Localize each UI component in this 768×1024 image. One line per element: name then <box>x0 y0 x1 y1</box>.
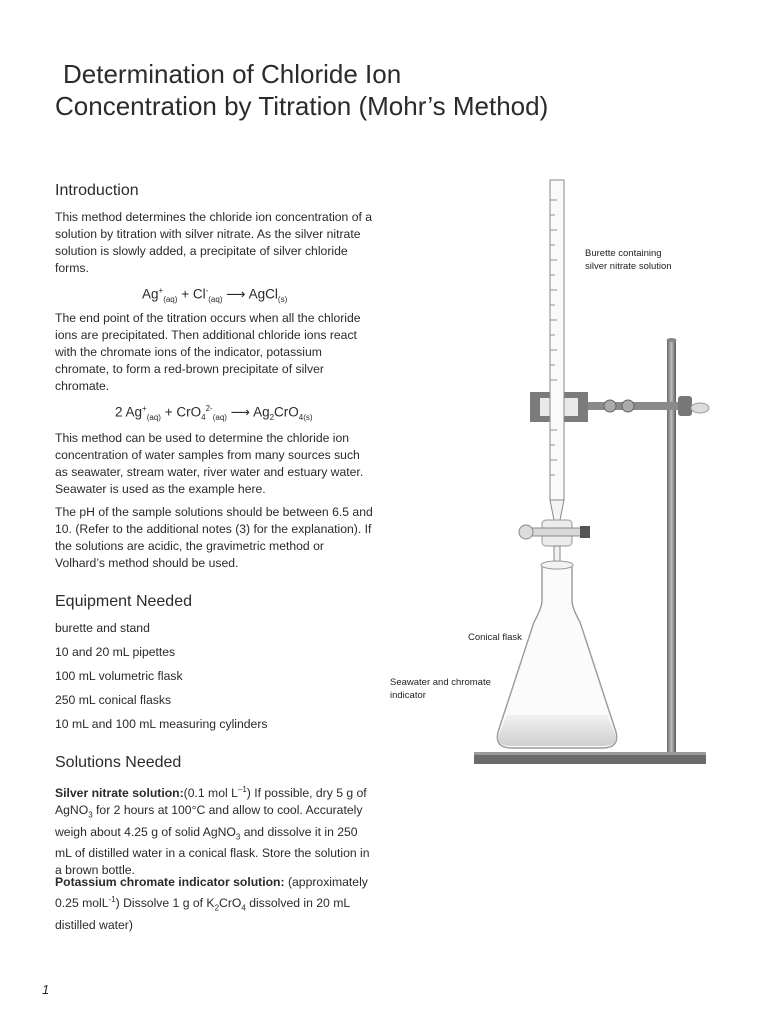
burette-label: Burette containing silver nitrate solution <box>585 248 672 272</box>
burette-tube <box>550 180 564 500</box>
equation-silver-chloride: $Ag^+_{(aq)} + Cl^-_{(aq)}$ ⟶ AgCl$_{(s)}$ <box>142 286 288 305</box>
intro-paragraph-4: The pH of the sample solutions should be between 6.5 and 10. (Refer to the additional notes (3) for the explanation). If the solutions are acidic, the gravimetric method or Volhard’s method should be used. <box>55 505 373 570</box>
list-item: burette and stand <box>55 621 150 635</box>
conical-flask-label: Conical flask <box>468 632 522 643</box>
flask-liquid <box>498 715 616 746</box>
list-item: 100 mL volumetric flask <box>55 669 183 683</box>
equation-silver-chromate: 2 $Ag^+_{(aq)} + CrO_4^{2-}_{(aq)}$ ⟶ $Ag_2CrO_{4(s)}$ <box>115 404 313 423</box>
potassium-chromate-solution-text: Potassium chromate indicator solution: (approximately 0.25 molL$^{-1}$) Dissolve 1 g of $K_2CrO_4$ dissolved in 20 mL distilled water) <box>55 875 368 932</box>
list-item: 10 and 20 mL pipettes <box>55 645 176 659</box>
introduction-heading: Introduction <box>55 182 139 199</box>
list-item: 10 mL and 100 mL measuring cylinders <box>55 717 268 731</box>
title-line-2: Concentration by Titration (Mohr’s Method) <box>55 91 549 121</box>
solutions-heading: Solutions Needed <box>55 754 182 771</box>
intro-paragraph-2: The end point of the titration occurs when all the chloride ions are precipitated. Then additional chloride ions react with the chromate ions of the indicator, potassium chromate, to form a red-brown precipitate of silver chromate. <box>55 311 361 393</box>
clamp-arm <box>580 402 690 410</box>
equipment-heading: Equipment Needed <box>55 593 192 610</box>
seawater-indicator-label: Seawater and chromate indicator <box>390 677 491 701</box>
list-item: 250 mL conical flasks <box>55 693 172 707</box>
page-title <box>55 58 695 122</box>
silver-nitrate-solution-text: Silver nitrate solution:(0.1 mol $L^{-1}$) If possible, dry 5 g of AgNO$_3$ for 2 hours at 100°C and allow to cool. Accurately weigh about 4.25 g of solid AgNO$_3$ and dissolve it in 250 mL of distilled water in a conical flask. Store the solution in a brown bottle. <box>55 785 370 877</box>
intro-paragraph-1: This method determines the chloride ion concentration of a solution by titration with silver nitrate. As the silver nitrate solution is slowly added, a precipitate of silver chloride forms. <box>55 210 373 275</box>
title-line-1: Determination of Chloride Ion <box>63 59 402 89</box>
page-number: 1 <box>42 982 50 997</box>
intro-paragraph-3: This method can be used to determine the chloride ion concentration of water samples from many sources such as seawater, stream water, river water and estuary water. Seawater is used as the example here. <box>55 431 364 496</box>
stand-rod <box>667 340 676 752</box>
